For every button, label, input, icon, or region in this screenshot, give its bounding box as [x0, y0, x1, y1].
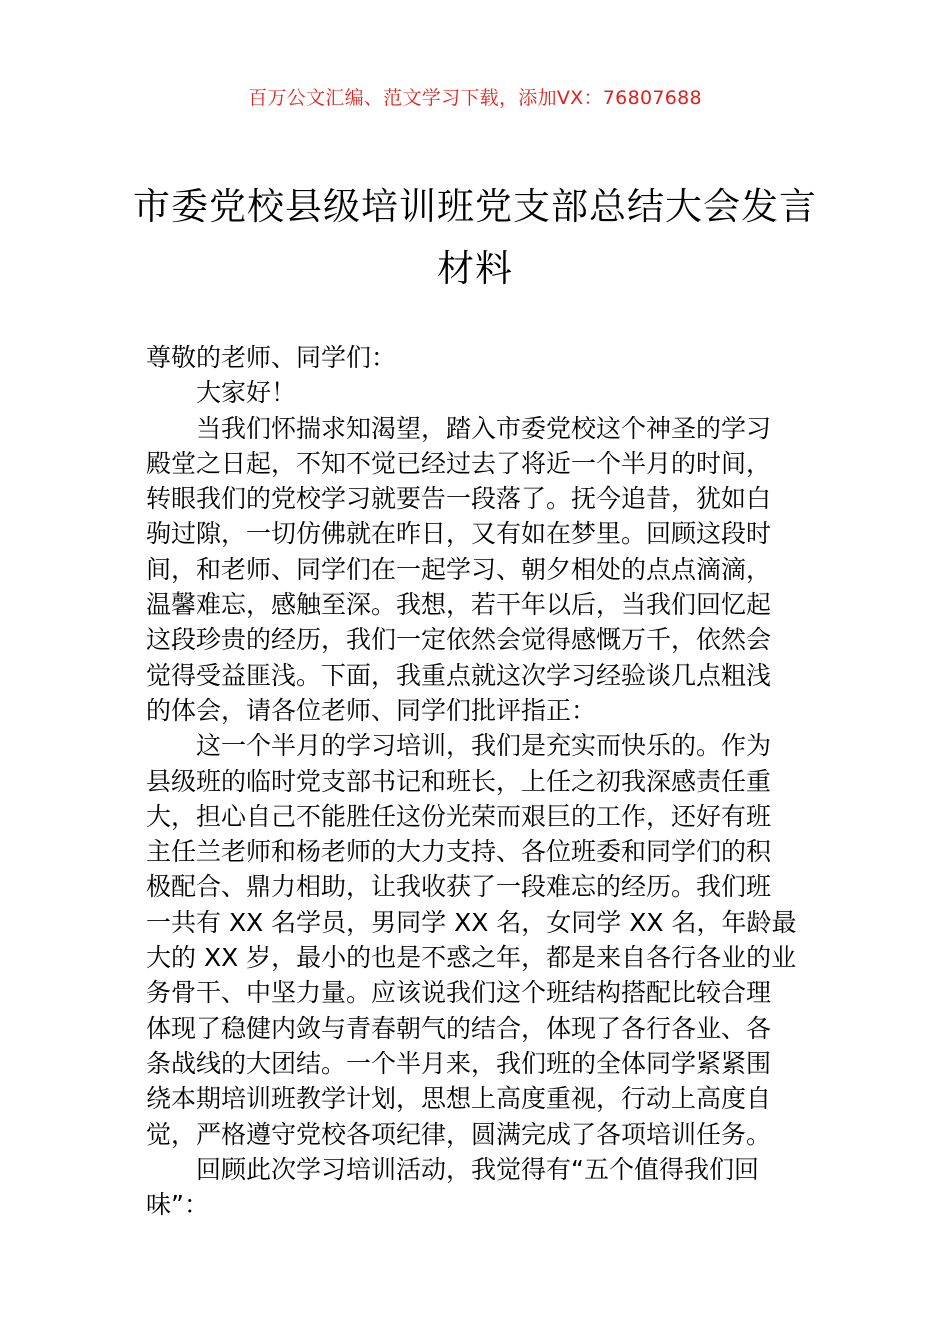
salutation: 尊敬的老师、同学们：: [146, 343, 397, 372]
paragraph-line: 大的 XX 岁，最小的也是不惑之年，都是来自各行各业的业: [146, 943, 797, 973]
paragraph-line: 驹过隙，一切仿佛就在昨日，又有如在梦里。回顾这段时: [146, 519, 772, 549]
paragraph-line: 体现了稳健内敛与青春朝气的结合，体现了各行各业、各: [146, 1013, 772, 1043]
paragraph-line: 县级班的临时党支部书记和班长，上任之初我深感责任重: [146, 766, 772, 796]
greeting: 大家好！: [196, 378, 297, 408]
paragraph-line: 绕本期培训班教学计划，思想上高度重视，行动上高度自: [146, 1084, 772, 1114]
paragraph-line: 当我们怀揣求知渴望，踏入市委党校这个神圣的学习: [196, 413, 772, 443]
paragraph-line: 觉，严格遵守党校各项纪律，圆满完成了各项培训任务。: [146, 1119, 772, 1149]
paragraph-3: [146, 1152, 812, 1223]
paragraph-line: 这段珍贵的经历，我们一定依然会觉得感慨万千，依然会: [146, 625, 772, 655]
document-title: [120, 176, 830, 300]
paragraph-2: [146, 728, 812, 1152]
paragraph-line: 的体会，请各位老师、同学们批评指正：: [146, 695, 597, 725]
title-line-1: 市委党校县级培训班党支部总结大会发言: [133, 185, 817, 228]
paragraph-line: 条战线的大团结。一个半月来，我们班的全体同学紧紧围: [146, 1048, 772, 1078]
paragraph-1: [146, 411, 812, 729]
paragraph-line: 务骨干、中坚力量。应该说我们这个班结构搭配比较合理: [146, 978, 772, 1008]
header-note: 百万公文汇编、范文学习下载，添加VX：76807688: [248, 87, 702, 109]
paragraph-line: 一共有 XX 名学员，男同学 XX 名，女同学 XX 名，年龄最: [146, 907, 797, 937]
document-body: [146, 340, 812, 1222]
paragraph-line: 味”：: [146, 1190, 209, 1220]
paragraph-line: 这一个半月的学习培训，我们是充实而快乐的。作为: [196, 731, 772, 761]
paragraph-line: 温馨难忘，感触至深。我想，若干年以后，当我们回忆起: [146, 590, 772, 620]
paragraph-line: 回顾此次学习培训活动，我觉得有“五个值得我们回: [196, 1154, 759, 1184]
paragraph-line: 殿堂之日起，不知不觉已经过去了将近一个半月的时间，: [146, 448, 772, 478]
paragraph-line: 间，和老师、同学们在一起学习、朝夕相处的点点滴滴，: [146, 554, 772, 584]
paragraph-line: 大，担心自己不能胜任这份光荣而艰巨的工作，还好有班: [146, 801, 772, 831]
paragraph-line: 觉得受益匪浅。下面，我重点就这次学习经验谈几点粗浅: [146, 660, 772, 690]
title-line-2: 材料: [437, 247, 513, 290]
paragraph-line: 转眼我们的党校学习就要告一段落了。抚今追昔，犹如白: [146, 484, 772, 514]
paragraph-line: 主任兰老师和杨老师的大力支持、各位班委和同学们的积: [146, 837, 772, 867]
paragraph-line: 极配合、鼎力相助，让我收获了一段难忘的经历。我们班: [146, 872, 772, 902]
